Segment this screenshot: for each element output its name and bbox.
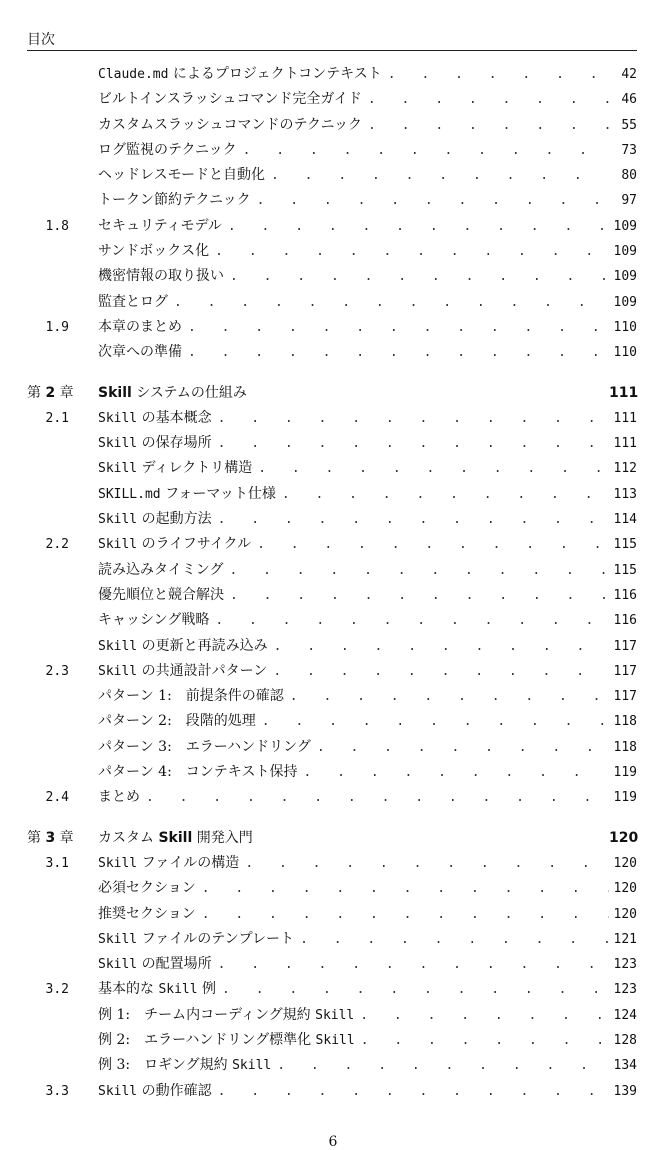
leader-dots — [188, 340, 609, 365]
leader-dots — [388, 62, 609, 87]
leader-dots — [304, 760, 609, 785]
entry-title: 本章のまとめ — [98, 318, 182, 335]
page-ref: 113 — [613, 486, 637, 502]
running-header — [27, 33, 637, 51]
toc-entry[interactable] — [27, 902, 637, 927]
page-ref: 109 — [613, 218, 637, 234]
toc-entry[interactable] — [27, 659, 637, 684]
chapter-heading[interactable] — [27, 826, 637, 851]
entry-title: パターン 2: 段階的処理 — [98, 713, 256, 730]
entry-title: Skill ファイルの構造 — [98, 854, 240, 871]
page-ref: 112 — [613, 461, 637, 477]
leader-dots — [230, 264, 609, 289]
entry-title: パターン 1: 前提条件の確認 — [98, 688, 284, 705]
toc-entry[interactable] — [27, 927, 637, 952]
leader-dots — [230, 583, 609, 608]
page-ref: 111 — [613, 410, 637, 426]
entry-title: 基本的な Skill 例 — [98, 981, 217, 998]
leader-dots — [368, 87, 609, 112]
entry-title: 機密情報の取り扱い — [98, 268, 224, 285]
toc-entry[interactable] — [27, 482, 637, 507]
entry-title: Skill のライフサイクル — [98, 536, 252, 553]
section-number: 1.8 — [45, 218, 69, 234]
page-ref: 55 — [621, 117, 637, 133]
page-ref: 115 — [613, 562, 637, 578]
entry-title: キャッシング戦略 — [98, 612, 210, 629]
page-ref: 123 — [613, 982, 637, 998]
chapter-label: 第 3 章 — [27, 829, 74, 846]
leader-dots — [258, 456, 609, 481]
entry-title: Skill の保存場所 — [98, 435, 212, 452]
leader-dots — [262, 709, 609, 734]
chapter-heading[interactable] — [27, 381, 637, 406]
page-ref: 116 — [613, 613, 637, 629]
entry-title: ヘッドレスモードと自動化 — [98, 167, 266, 184]
page-ref: 139 — [613, 1083, 637, 1099]
section-number: 3.1 — [45, 855, 69, 871]
leader-dots — [277, 1053, 609, 1078]
toc-entry[interactable] — [27, 952, 637, 977]
toc-entry[interactable] — [27, 239, 637, 264]
toc-entry[interactable] — [27, 214, 637, 239]
leader-dots — [188, 315, 609, 340]
leader-dots — [273, 659, 609, 684]
toc-entry[interactable] — [27, 608, 637, 633]
toc-entry[interactable] — [27, 1079, 637, 1104]
page-ref: 117 — [613, 638, 637, 654]
page-ref: 118 — [613, 714, 637, 730]
toc-entry[interactable] — [27, 684, 637, 709]
leader-dots — [215, 608, 609, 633]
toc-entry[interactable] — [27, 583, 637, 608]
toc-entry[interactable] — [27, 188, 637, 213]
page-ref: 117 — [613, 663, 637, 679]
entry-title: Skill の共通設計パターン — [98, 662, 268, 679]
chapter-title: Skill システムの仕組み — [98, 384, 247, 401]
section-number: 2.1 — [45, 410, 69, 426]
page-ref: 110 — [613, 319, 637, 335]
entry-title: 優先順位と競合解決 — [98, 586, 224, 603]
toc-entry[interactable] — [27, 1053, 637, 1078]
page-ref: 123 — [613, 957, 637, 973]
entry-title: カスタムスラッシュコマンドのテクニック — [98, 116, 363, 133]
toc-entry[interactable] — [27, 406, 637, 431]
leader-dots — [218, 952, 609, 977]
chapter-page-ref: 111 — [609, 384, 639, 401]
leader-dots — [202, 876, 609, 901]
entry-title: まとめ — [98, 789, 140, 806]
page-ref: 115 — [613, 537, 637, 553]
page-ref: 117 — [613, 689, 637, 705]
page-ref: 120 — [613, 855, 637, 871]
toc-entry[interactable] — [27, 290, 637, 315]
page-ref: 119 — [613, 765, 637, 781]
leader-dots — [274, 634, 609, 659]
leader-dots — [202, 902, 609, 927]
leader-dots — [271, 163, 609, 188]
chapter-title: カスタム Skill 開発入門 — [98, 829, 253, 846]
leader-dots — [146, 785, 609, 810]
page-ref: 111 — [613, 436, 637, 452]
toc-entry[interactable] — [27, 634, 637, 659]
page-ref: 116 — [613, 587, 637, 603]
entry-title: 必須セクション — [98, 880, 196, 897]
entry-title: トークン節約テクニック — [98, 192, 251, 209]
page-ref: 119 — [613, 790, 637, 806]
toc-entry[interactable] — [27, 507, 637, 532]
entry-title: Skill の起動方法 — [98, 511, 212, 528]
leader-dots — [245, 851, 609, 876]
page-ref: 121 — [613, 931, 637, 947]
toc-entry[interactable] — [27, 760, 637, 785]
section-number: 2.3 — [45, 663, 69, 679]
leader-dots — [300, 927, 609, 952]
section-number: 3.2 — [45, 982, 69, 998]
leader-dots — [174, 290, 609, 315]
toc-entry[interactable] — [27, 431, 637, 456]
toc-entry[interactable] — [27, 735, 637, 760]
section-number: 1.9 — [45, 319, 69, 335]
toc-entry[interactable] — [27, 851, 637, 876]
section-number: 2.2 — [45, 537, 69, 553]
toc-entry[interactable] — [27, 532, 637, 557]
leader-dots — [228, 214, 609, 239]
toc-entry[interactable] — [27, 1003, 637, 1028]
page-ref: 109 — [613, 269, 637, 285]
toc-entry[interactable] — [27, 113, 637, 138]
leader-dots — [360, 1003, 609, 1028]
entry-title: 例 1: チーム内コーディング規約 Skill — [98, 1006, 355, 1023]
entry-title: 例 3: ロギング規約 Skill — [98, 1057, 272, 1074]
toc-entry[interactable] — [27, 315, 637, 340]
section-number: 3.3 — [45, 1083, 69, 1099]
page-ref: 114 — [613, 512, 637, 528]
toc-entry[interactable] — [27, 1028, 637, 1053]
leader-dots — [257, 188, 609, 213]
chapter-page-ref: 120 — [609, 829, 639, 846]
toc-entry[interactable] — [27, 977, 637, 1002]
page-ref: 46 — [621, 92, 637, 108]
entry-title: Skill の動作確認 — [98, 1082, 212, 1099]
entry-title: 監査とログ — [98, 293, 168, 310]
leader-dots — [317, 735, 609, 760]
toc-entry[interactable] — [27, 264, 637, 289]
toc-entry[interactable] — [27, 163, 637, 188]
toc-entry[interactable] — [27, 340, 637, 365]
entry-title: 推奨セクション — [98, 905, 196, 922]
page-ref: 80 — [621, 168, 637, 184]
toc-entry[interactable] — [27, 456, 637, 481]
page-number: 6 — [328, 1134, 338, 1150]
toc-entry[interactable] — [27, 87, 637, 112]
leader-dots — [218, 1079, 609, 1104]
page-ref: 109 — [613, 294, 637, 310]
page-ref: 110 — [613, 345, 637, 361]
entry-title: サンドボックス化 — [98, 243, 210, 260]
leader-dots — [218, 507, 609, 532]
entry-title: 読み込みタイミング — [98, 561, 224, 578]
toc-entry[interactable] — [27, 785, 637, 810]
page-ref: 109 — [613, 244, 637, 260]
page-ref: 120 — [613, 906, 637, 922]
toc-entry[interactable] — [27, 709, 637, 734]
entry-title: パターン 3: エラーハンドリング — [98, 738, 311, 755]
entry-title: 例 2: エラーハンドリング標準化 Skill — [98, 1031, 355, 1048]
page-ref: 118 — [613, 739, 637, 755]
entry-title: Skill ディレクトリ構造 — [98, 460, 253, 477]
entry-title: 次章への準備 — [98, 344, 182, 361]
toc-entry[interactable] — [27, 138, 637, 163]
entry-title: SKILL.md フォーマット仕様 — [98, 485, 276, 502]
leader-dots — [243, 138, 609, 163]
leader-dots — [368, 113, 609, 138]
leader-dots — [229, 558, 609, 583]
page-ref: 120 — [613, 881, 637, 897]
entry-title: Skill の配置場所 — [98, 956, 212, 973]
page-ref: 97 — [621, 193, 637, 209]
toc-entry[interactable] — [27, 558, 637, 583]
leader-dots — [215, 239, 609, 264]
leader-dots — [222, 977, 609, 1002]
entry-title: Skill の更新と再読み込み — [98, 637, 268, 654]
entry-title: セキュリティモデル — [98, 217, 222, 234]
page-ref: 73 — [621, 142, 637, 158]
page-ref: 42 — [621, 67, 637, 82]
page-ref: 134 — [613, 1058, 637, 1074]
toc-entry[interactable] — [27, 62, 637, 87]
leader-dots — [282, 482, 609, 507]
leader-dots — [290, 684, 609, 709]
entry-title: ビルトインスラッシュコマンド完全ガイド — [98, 91, 362, 108]
entry-title: パターン 4: コンテキスト保持 — [98, 764, 298, 781]
entry-title: ログ監視のテクニック — [98, 141, 237, 158]
entry-title: Claude.md によるプロジェクトコンテキスト — [98, 66, 382, 82]
page-ref: 124 — [613, 1007, 637, 1023]
header-title: 目次 — [27, 32, 55, 48]
leader-dots — [218, 406, 609, 431]
toc-entry[interactable] — [27, 876, 637, 901]
section-number: 2.4 — [45, 790, 69, 806]
page-ref: 128 — [613, 1032, 637, 1048]
chapter-label: 第 2 章 — [27, 384, 74, 401]
leader-dots — [218, 431, 609, 456]
leader-dots — [361, 1028, 609, 1053]
entry-title: Skill ファイルのテンプレート — [98, 930, 295, 947]
leader-dots — [257, 532, 609, 557]
table-of-contents — [27, 62, 637, 1104]
entry-title: Skill の基本概念 — [98, 409, 212, 426]
